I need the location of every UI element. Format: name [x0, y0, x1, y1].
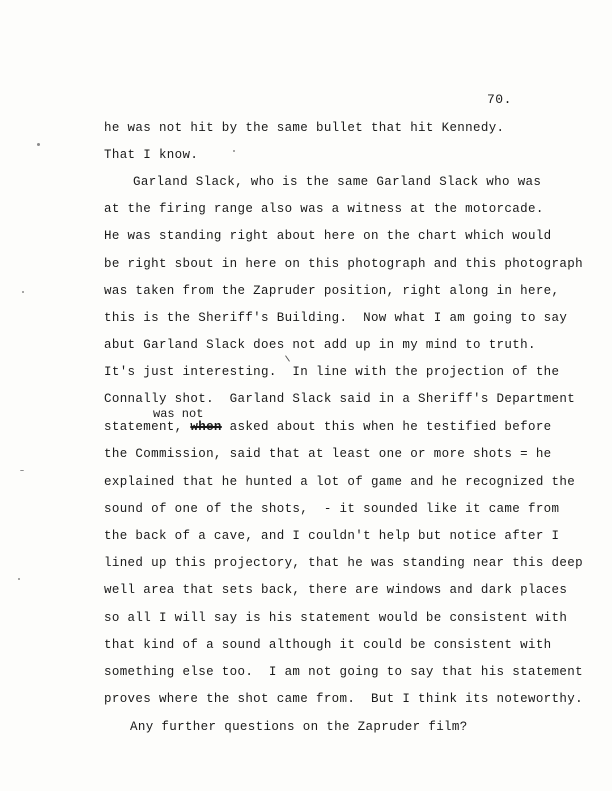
- text-line: the back of a cave, and I couldn't help but notice after I: [104, 529, 560, 543]
- text-line: so all I will say is his statement would be consistent with: [104, 611, 568, 625]
- text-line: proves where the shot came from. But I think its noteworthy.: [104, 692, 583, 706]
- text-line: That I know.: [104, 148, 199, 162]
- text-line: was taken from the Zapruder position, right along in here,: [104, 284, 560, 298]
- text-line: explained that he hunted a lot of game and he recognized the: [104, 475, 576, 489]
- text-line: he was not hit by the same bullet that hit Kennedy.: [104, 121, 505, 135]
- text-line: that kind of a sound although it could be consistent with: [104, 638, 552, 652]
- closing-question-line: Any further questions on the Zapruder film?: [130, 720, 468, 734]
- text-line: be right sbout in here on this photograph and this photograph: [104, 257, 583, 271]
- scan-speck: [20, 470, 24, 471]
- scan-speck: [37, 143, 40, 146]
- text-line: the Commission, said that at least one or more shots = he: [104, 447, 552, 461]
- text-line: Connally shot. Garland Slack said in a Sheriff's Department: [104, 392, 576, 406]
- text-line: It's just interesting. In line with the projection of the: [104, 365, 560, 379]
- text-line: sound of one of the shots, - it sounded like it came from: [104, 502, 560, 516]
- statement-line-end: asked about this when he testified before: [221, 420, 552, 434]
- text-line: lined up this projectory, that he was standing near this deep: [104, 556, 583, 570]
- paragraph-start-line: Garland Slack, who is the same Garland Slack who was: [133, 175, 542, 189]
- text-line: something else too. I am not going to say that his statement: [104, 665, 583, 679]
- text-line: He was standing right about here on the chart which would: [104, 229, 552, 243]
- text-line: at the firing range also was a witness at the motorcade.: [104, 202, 544, 216]
- text-line: abut Garland Slack does not add up in my mind to truth.: [104, 338, 536, 352]
- page-number: 70.: [487, 92, 512, 107]
- text-line: well area that sets back, there are windows and dark places: [104, 583, 568, 597]
- struck-out-word: when: [190, 420, 222, 434]
- statement-line-start: statement,: [104, 420, 191, 434]
- pen-tick-mark: [285, 355, 290, 361]
- statement-line: [104, 420, 552, 434]
- interlinear-insertion: was not: [153, 407, 204, 421]
- scan-speck: [22, 291, 24, 293]
- scan-speck: [233, 150, 235, 152]
- scan-speck: [18, 578, 20, 580]
- text-line: this is the Sheriff's Building. Now what I am going to say: [104, 311, 568, 325]
